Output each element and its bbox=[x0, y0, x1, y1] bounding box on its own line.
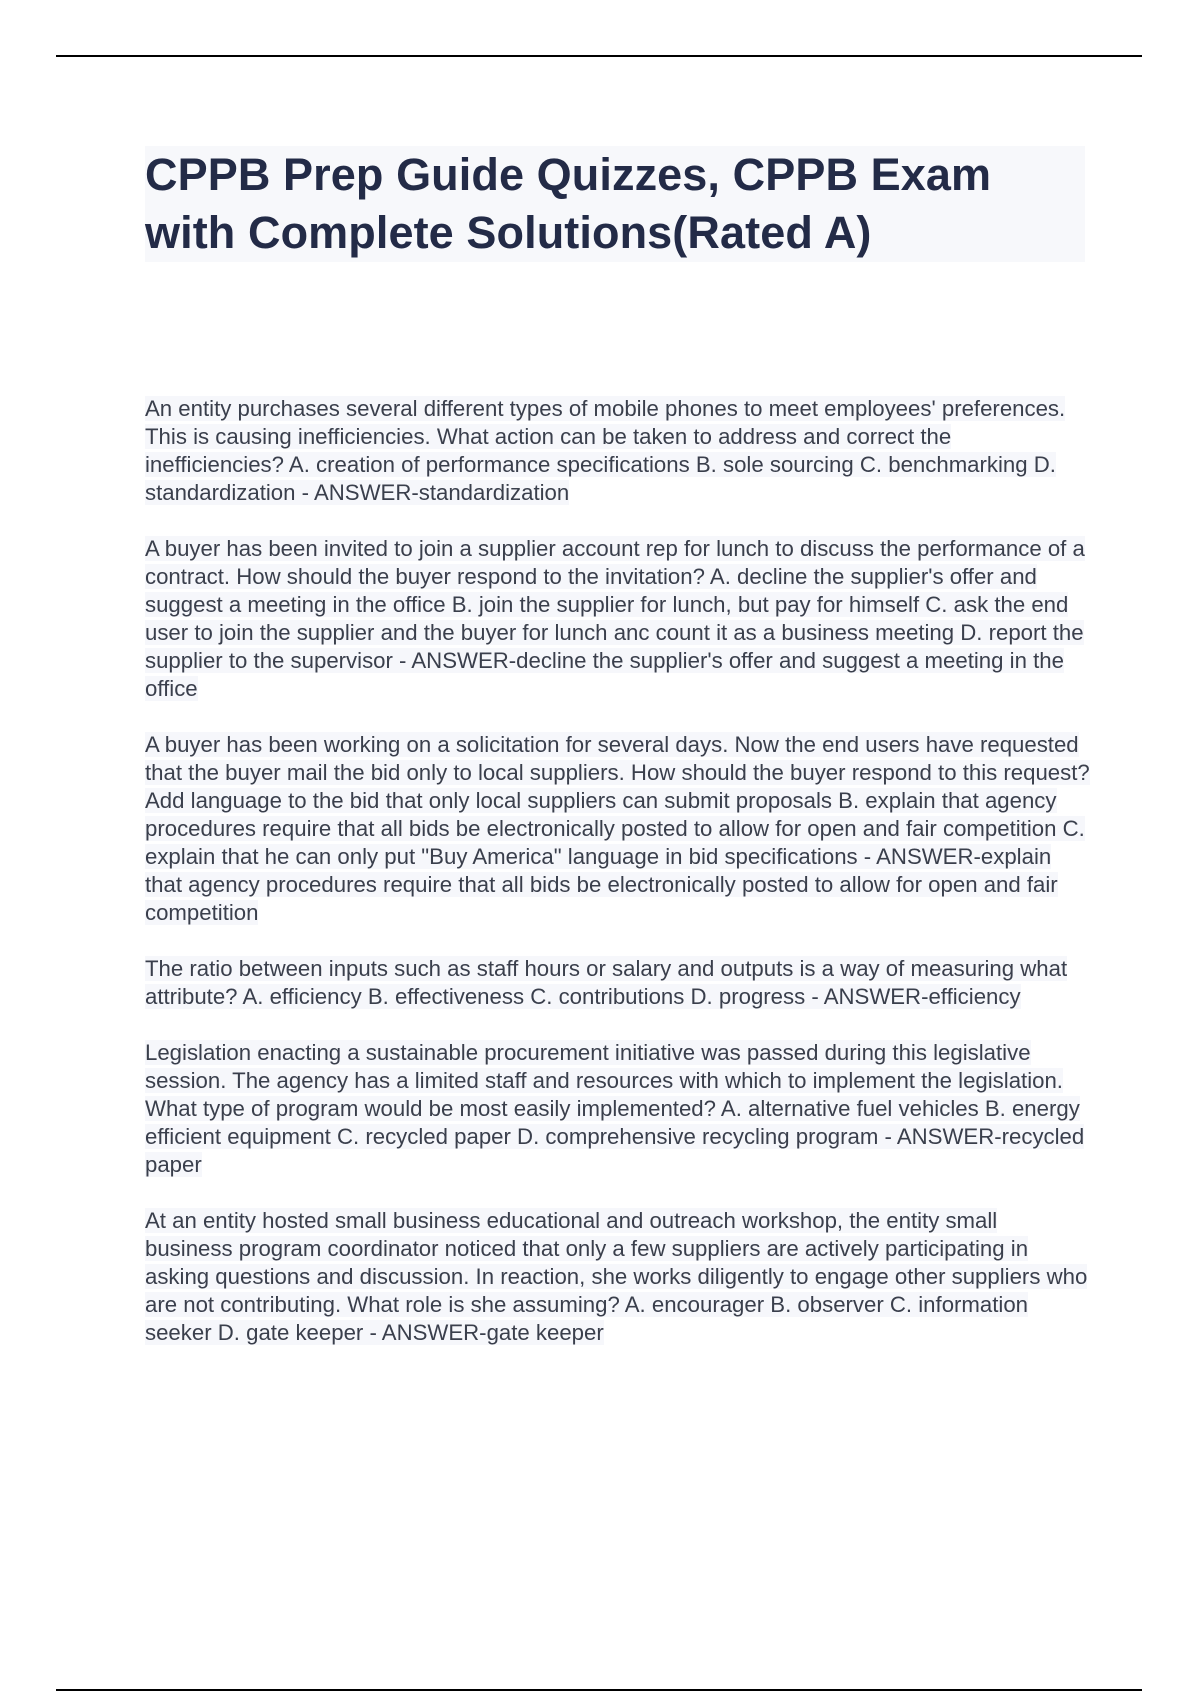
question-text: At an entity hosted small business educational and outreach workshop, the entity small business program coordinator noticed that only a few suppliers are actively participating in asking questions and discussion. In reaction, she works diligently to engage other suppliers who are not contributing. What role is she assuming? A. encourager B. observer C. information seeker D. gate keeper - ANSWER-gate keeper bbox=[145, 1208, 1088, 1345]
top-divider bbox=[56, 55, 1142, 57]
question-list bbox=[145, 395, 1090, 1375]
question-item bbox=[145, 1207, 1090, 1347]
question-text: A buyer has been working on a solicitation for several days. Now the end users have requested that the buyer mail the bid only to local suppliers. How should the buyer respond to this request? Add language to the bid that only local suppliers can submit proposals B. explain that agency procedures require that all bids be electronically posted to allow for open and fair competition C. explain that he can only put "Buy America" language in bid specifications - ANSWER-explain that agency procedures require that all bids be electronically posted to allow for open and fair competition bbox=[145, 732, 1090, 925]
question-text: The ratio between inputs such as staff hours or salary and outputs is a way of measuring what attribute? A. efficiency B. effectiveness C. contributions D. progress - ANSWER-efficiency bbox=[145, 956, 1068, 1009]
question-item bbox=[145, 1039, 1090, 1179]
question-item bbox=[145, 535, 1090, 703]
question-item bbox=[145, 731, 1090, 927]
question-text: A buyer has been invited to join a supplier account rep for lunch to discuss the performance of a contract. How should the buyer respond to the invitation? A. decline the supplier's offer and suggest a meeting in the office B. join the supplier for lunch, but pay for himself C. ask the end user to join the supplier and the buyer for lunch anc count it as a business meeting D. report the supplier to the supervisor - ANSWER-decline the supplier's offer and suggest a meeting in the office bbox=[145, 536, 1085, 701]
question-text: Legislation enacting a sustainable procurement initiative was passed during this legislative session. The agency has a limited staff and resources with which to implement the legislation. What type of program would be most easily implemented? A. alternative fuel vehicles B. energy efficient equipment C. recycled paper D. comprehensive recycling program - ANSWER-recycled paper bbox=[145, 1040, 1085, 1177]
question-item bbox=[145, 395, 1090, 507]
title-block bbox=[145, 146, 1085, 262]
question-item bbox=[145, 955, 1090, 1011]
bottom-divider bbox=[56, 1689, 1142, 1691]
question-text: An entity purchases several different types of mobile phones to meet employees' preferences. This is causing inefficiencies. What action can be taken to address and correct the inefficiencies? A. creation of performance specifications B. sole sourcing C. benchmarking D. standardization - ANSWER-standardization bbox=[145, 396, 1066, 505]
page-title: CPPB Prep Guide Quizzes, CPPB Exam with Complete Solutions(Rated A) bbox=[145, 149, 992, 258]
